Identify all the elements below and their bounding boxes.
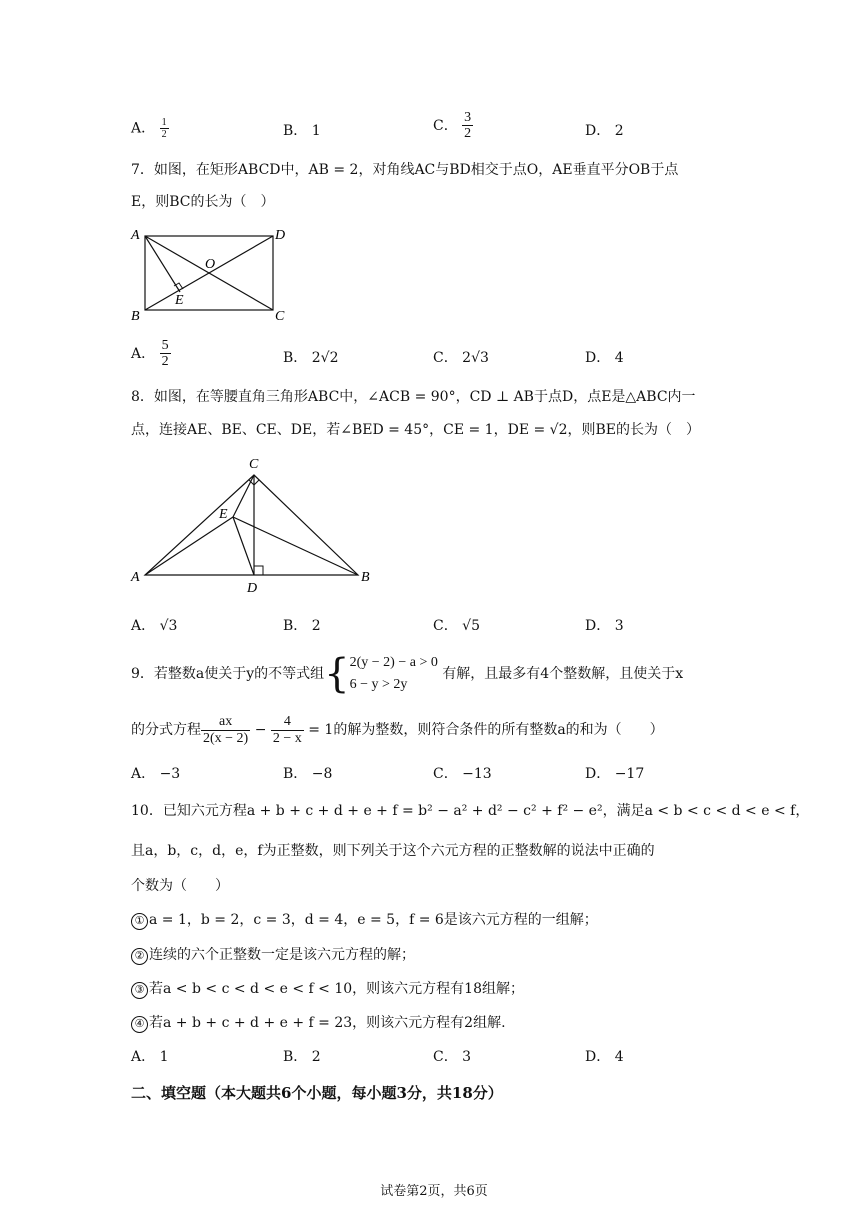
q8-option-c: C． √5 [433, 618, 480, 634]
q9-stem-line1: 9．若整数a使关于y的不等式组{2(y − 2) − a > 0 6 − y > 2y 有解，且最多有4个整数解，且使关于x [131, 651, 684, 697]
q7-option-a: A． $\frac{5}{2}$ [131, 338, 169, 370]
q7-rectangle-figure [125, 222, 295, 327]
q9-option-a: A． −3 [131, 766, 181, 782]
q8-option-d: D． 3 [585, 618, 624, 634]
q7-label-o: O [205, 257, 216, 272]
q7-label-b: B [131, 309, 140, 324]
q9-stem-line2: 的分式方程 $\frac{ax}{2(x - 2)}$ − $\frac{4}{2 - x}$ = 1的解为整数，则符合条件的所有整数a的和为（ ） [131, 714, 664, 746]
q7-option-c: C． 2√3 [433, 350, 489, 366]
page-footer: 试卷第2页，共6页 [380, 1184, 488, 1199]
section-heading-fill-in: 二、填空题（本大题共6个小题，每小题3分，共18分） [131, 1084, 503, 1102]
q7-label-e: E [175, 293, 184, 308]
q7-option-b: B． 2√2 [283, 350, 339, 366]
q10-statement-4: ④ 若a + b + c + d + e + f = 23，则该六元方程有2组解. [131, 1013, 506, 1033]
q7-label-c: C [275, 309, 285, 324]
q6-option-d: D． 2 [585, 123, 624, 139]
q10-stem-line2: 且a，b，c，d，e，f为正整数，则下列关于这个六元方程的正整数解的说法中正确的 [131, 843, 655, 859]
q8-option-b: B． 2 [283, 618, 321, 634]
q8-label-c: C [249, 457, 259, 472]
q8-stem-line2: 点，连接AE、BE、CE、DE，若∠BED = 45°，CE = 1，DE = √2，则BE的长为（ ） [131, 422, 701, 438]
q8-label-a: A [131, 570, 140, 585]
q10-option-b: B． 2 [283, 1049, 321, 1065]
q6-option-a: A． $\frac{1}{2}$ [131, 117, 167, 140]
q9-option-b: B． −8 [283, 766, 333, 782]
circled-number: ③ [131, 982, 148, 999]
q8-label-e: E [219, 507, 228, 522]
q10-option-d: D． 4 [585, 1049, 624, 1065]
q7-label-d: D [275, 228, 286, 243]
q7-stem-line1: 7．如图，在矩形ABCD中，AB = 2，对角线AC与BD相交于点O，AE垂直平分OB于点 [131, 162, 679, 178]
q10-option-c: C． 3 [433, 1049, 472, 1065]
circled-number: ② [131, 948, 148, 965]
q8-label-b: B [361, 570, 370, 585]
q10-stem-line3: 个数为（ ） [131, 878, 229, 894]
circled-number: ① [131, 913, 148, 930]
q6-option-b: B． 1 [283, 123, 321, 139]
q9-ineq-2: 6 − y > 2y [349, 677, 408, 692]
q10-statement-2: ② 连续的六个正整数一定是该六元方程的解； [131, 945, 415, 965]
q10-statement-1: ① a = 1，b = 2，c = 3，d = 4，e = 5，f = 6是该六元方程的一组解； [131, 910, 598, 930]
q9-option-c: C． −13 [433, 766, 492, 782]
q9-option-d: D． −17 [585, 766, 645, 782]
q8-stem-line1: 8．如图，在等腰直角三角形ABC中，∠ACB = 90°，CD ⊥ AB于点D，点E是△ABC内一 [131, 389, 696, 405]
q8-triangle-figure [125, 450, 380, 600]
q10-stem-line1: 10．已知六元方程a + b + c + d + e + f = b² − a² + d² − c² + f² − e²，满足a < b < c < d < e < f， [131, 803, 810, 819]
q7-option-d: D． 4 [585, 350, 624, 366]
q8-option-a: A． √3 [131, 618, 178, 634]
circled-number: ④ [131, 1016, 148, 1033]
q7-stem-line2: E，则BC的长为（ ） [131, 194, 275, 210]
q10-statement-3: ③ 若a < b < c < d < e < f < 10，则该六元方程有18组解； [131, 979, 524, 999]
q6-option-c: C． $\frac{3}{2}$ [433, 110, 472, 142]
q10-option-a: A． 1 [131, 1049, 169, 1065]
q8-label-d: D [247, 581, 258, 596]
q9-ineq-1: 2(y − 2) − a > 0 [349, 655, 438, 670]
q7-label-a: A [131, 228, 140, 243]
